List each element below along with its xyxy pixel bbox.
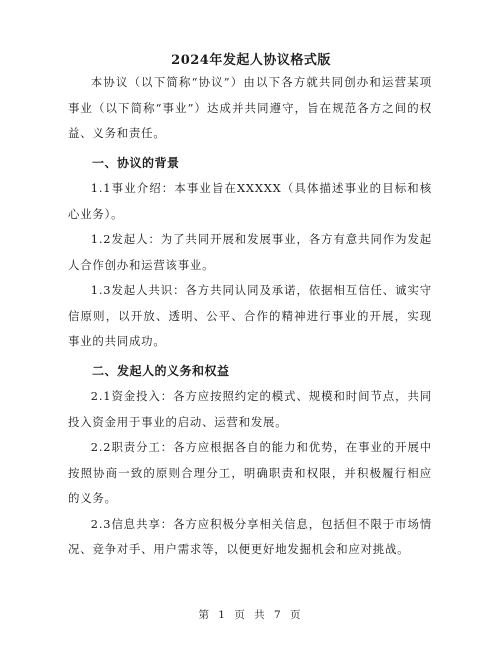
clause-2-3: 2.3信息共享：各方应积极分享相关信息，包括但不限于市场情况、竞争对手、用户需求等，以便更好地发掘机会和应对挑战。 — [68, 516, 432, 556]
clause-1-2: 1.2发起人：为了共同开展和发展事业，各方有意共同作为发起人合作创办和运营该事业。 — [68, 232, 432, 272]
clause-1-3: 1.3发起人共识：各方共同认同及承诺，依据相互信任、诚实守信原则，以开放、透明、公平、合作的精神进行事业的开展，实现事业的共同成功。 — [68, 283, 432, 348]
section-heading-background: 一、协议的背景 — [92, 155, 180, 170]
clause-2-2: 2.2职责分工：各方应根据各自的能力和优势，在事业的开展中按照协商一致的原则合理分工，明确职责和权限，并积极履行相应的义务。 — [68, 440, 432, 505]
clause-1-1: 1.1事业介绍：本事业旨在XXXXX（具体描述事业的目标和核心业务）。 — [68, 181, 432, 221]
clause-2-1: 2.1资金投入：各方应按照约定的模式、规模和时间节点，共同投入资金用于事业的启动、运营和发展。 — [68, 389, 432, 429]
document-title: 2024年发起人协议格式版 — [171, 53, 331, 68]
intro-paragraph: 本协议（以下简称“协议”）由以下各方就共同创办和运营某项事业（以下简称“事业”）达成并共同遵守，旨在规范各方之间的权益、义务和责任。 — [68, 75, 432, 140]
document-body — [68, 70, 432, 563]
section-heading-obligations: 二、发起人的义务和权益 — [92, 363, 230, 378]
page-number-footer: 第 1 页 共 7 页 — [198, 609, 304, 621]
